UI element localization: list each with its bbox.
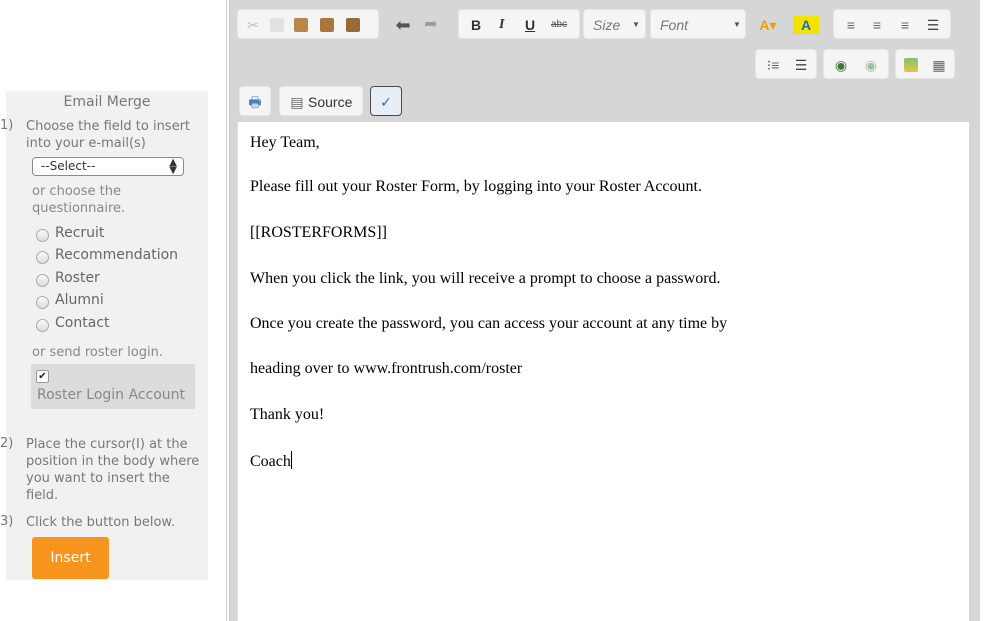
panel-title: Email Merge <box>63 94 151 110</box>
source-button[interactable] <box>279 86 363 116</box>
text-cursor <box>291 451 292 469</box>
radio-label: Alumni <box>55 292 104 308</box>
basic-styles-group <box>458 9 580 39</box>
step-number: 1) <box>0 118 14 133</box>
radio-circle-icon[interactable] <box>36 251 49 264</box>
insert-group <box>895 49 955 79</box>
body-line: When you click the link, you will receive a prompt to choose a password. <box>250 270 721 287</box>
editor-right-border <box>969 122 980 621</box>
links-group <box>823 49 889 79</box>
background-color-icon[interactable]: A <box>793 16 819 34</box>
radio-alumni[interactable] <box>36 292 206 312</box>
paste-text-icon[interactable] <box>318 16 336 34</box>
justify-icon[interactable]: ☰ <box>926 17 940 33</box>
text-color-icon[interactable]: A▾ <box>759 17 777 33</box>
strike-button[interactable]: abc <box>551 19 568 30</box>
source-icon: ▤ <box>290 94 304 110</box>
roster-login-option[interactable] <box>31 364 195 409</box>
image-icon[interactable] <box>902 56 920 74</box>
underline-button[interactable]: U <box>525 17 536 33</box>
radio-circle-icon[interactable] <box>36 229 49 242</box>
body-line: Hey Team, <box>250 134 320 151</box>
align-right-icon[interactable]: ≡ <box>900 17 910 33</box>
radio-recommendation[interactable] <box>36 247 206 267</box>
radio-contact[interactable] <box>36 315 206 335</box>
clipboard-group <box>237 9 379 39</box>
unlink-icon[interactable]: ◉ <box>864 57 878 73</box>
select-arrows-icon: ▲ ▼ <box>169 157 177 176</box>
table-icon[interactable]: ▦ <box>932 57 946 73</box>
size-label: Size <box>593 17 621 33</box>
radio-label: Contact <box>55 315 110 331</box>
paste-icon[interactable] <box>292 16 310 34</box>
step-text: Place the cursor(I) at the position in the body where you want to insert the field. <box>26 437 200 503</box>
copy-icon[interactable] <box>268 16 286 34</box>
size-combo[interactable] <box>583 9 646 39</box>
radio-label: Recruit <box>55 225 105 241</box>
body-line: Once you create the password, you can access your account at any time by <box>250 315 728 332</box>
paste-word-icon[interactable] <box>344 16 362 34</box>
history-group <box>387 9 449 39</box>
radio-circle-icon[interactable] <box>36 296 49 309</box>
step-text: Click the button below. <box>26 515 175 530</box>
body-line: [[ROSTERFORMS]] <box>250 224 387 241</box>
editor-left-border <box>229 122 237 621</box>
radio-circle-icon[interactable] <box>36 319 49 332</box>
radio-label: Recommendation <box>55 247 179 263</box>
step-number: 3) <box>0 514 14 529</box>
align-center-icon[interactable]: ≡ <box>872 17 882 33</box>
checkbox-checked-icon[interactable]: ✔ <box>36 370 49 383</box>
or-login-text: or send roster login. <box>32 345 163 360</box>
italic-button[interactable]: I <box>499 17 505 32</box>
bold-button[interactable]: B <box>471 17 482 33</box>
insert-button[interactable]: Insert <box>32 537 109 579</box>
step-text: Choose the field to insert into your e-mail(s) <box>26 119 191 151</box>
email-body-editor[interactable] <box>237 122 969 621</box>
radio-label: Roster <box>55 270 100 286</box>
body-line: Please fill out your Roster Form, by logging into your Roster Account. <box>250 178 702 195</box>
radio-circle-icon[interactable] <box>36 274 49 287</box>
bulleted-list-icon[interactable]: ☰ <box>794 57 808 73</box>
print-group <box>239 86 271 116</box>
alignment-group <box>833 9 951 39</box>
spellcheck-icon[interactable]: ✓ <box>380 94 392 110</box>
body-last-line <box>250 451 292 471</box>
redo-icon[interactable]: ➦ <box>424 16 438 33</box>
numbered-list-icon[interactable]: ⁝≡ <box>766 57 780 73</box>
print-icon[interactable]: 🖶 <box>248 94 262 110</box>
body-line: heading over to www.frontrush.com/roster <box>250 360 523 377</box>
roster-login-label: Roster Login Account <box>37 387 186 403</box>
field-select[interactable] <box>32 157 184 176</box>
colors-group <box>750 9 828 39</box>
chevron-down-icon: ▼ <box>632 20 640 29</box>
step-number: 2) <box>0 436 14 451</box>
font-label: Font <box>660 17 689 33</box>
chevron-down-icon: ▼ <box>733 20 741 29</box>
select-value: --Select-- <box>41 159 96 173</box>
or-questionnaire-text: or choose the questionnaire. <box>32 184 126 216</box>
cut-icon[interactable]: ✂ <box>247 17 259 33</box>
undo-icon[interactable]: ⬅ <box>395 15 411 35</box>
lists-group <box>755 49 817 79</box>
spellcheck-group <box>370 86 402 116</box>
radio-recruit[interactable] <box>36 225 206 245</box>
body-line: Thank you! <box>250 406 325 423</box>
editor-toolbar <box>229 0 980 122</box>
body-line: Coach <box>250 453 291 470</box>
link-icon[interactable]: ◉ <box>834 57 848 73</box>
radio-roster[interactable] <box>36 270 206 290</box>
source-label: Source <box>308 94 353 110</box>
align-left-icon[interactable]: ≡ <box>846 17 856 33</box>
email-merge-panel <box>0 91 208 580</box>
font-combo[interactable] <box>650 9 746 39</box>
